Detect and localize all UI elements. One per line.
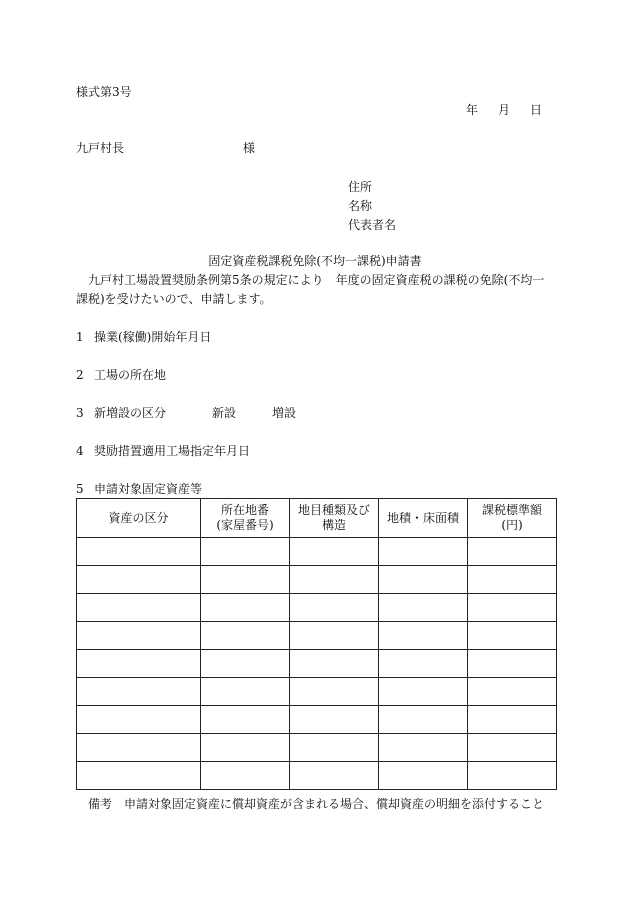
table-cell[interactable]	[290, 706, 379, 734]
table-cell[interactable]	[290, 650, 379, 678]
table-cell[interactable]	[468, 566, 557, 594]
item-label: 工場の所在地	[94, 368, 167, 382]
option-new-construction: 新設	[212, 406, 237, 420]
table-cell[interactable]	[290, 566, 379, 594]
date-day: 日	[530, 103, 543, 117]
item-target-assets	[76, 481, 202, 497]
table-cell[interactable]	[379, 622, 468, 650]
remarks-note: 備考 申請対象固定資産に償却資産が含まれる場合、償却資産の明細を添付すること	[88, 797, 545, 811]
form-number: 様式第3号	[76, 85, 132, 99]
table-cell[interactable]	[201, 622, 290, 650]
table-cell[interactable]	[77, 678, 201, 706]
table-cell[interactable]	[77, 762, 201, 790]
table-cell[interactable]	[379, 678, 468, 706]
date-month: 月	[498, 103, 511, 117]
table-cell[interactable]	[379, 706, 468, 734]
table-row	[77, 538, 557, 566]
header-location-number: 所在地番 (家屋番号)	[201, 499, 290, 538]
table-cell[interactable]	[379, 734, 468, 762]
table-cell[interactable]	[379, 538, 468, 566]
table-cell[interactable]	[201, 678, 290, 706]
item-number: 4	[76, 444, 84, 458]
table-cell[interactable]	[201, 706, 290, 734]
table-cell[interactable]	[201, 566, 290, 594]
item-start-date	[76, 329, 211, 345]
table-cell[interactable]	[290, 678, 379, 706]
table-cell[interactable]	[379, 762, 468, 790]
table-cell[interactable]	[290, 762, 379, 790]
table-cell[interactable]	[77, 594, 201, 622]
addressee-name: 九戸村長	[76, 141, 125, 155]
item-number: 2	[76, 368, 84, 382]
table-row	[77, 622, 557, 650]
table-cell[interactable]	[468, 734, 557, 762]
table-cell[interactable]	[77, 734, 201, 762]
table-cell[interactable]	[468, 594, 557, 622]
table-cell[interactable]	[77, 706, 201, 734]
table-cell[interactable]	[201, 762, 290, 790]
date-line	[466, 102, 542, 118]
document-title: 固定資産税課税免除(不均一課税)申請書	[208, 254, 422, 268]
table-cell[interactable]	[290, 538, 379, 566]
applicant-block	[348, 178, 396, 235]
item-label: 操業(稼働)開始年月日	[94, 330, 212, 344]
table-row	[77, 650, 557, 678]
table-cell[interactable]	[379, 594, 468, 622]
item-number: 1	[76, 330, 84, 344]
header-asset-category: 資産の区分	[77, 499, 201, 538]
option-addition: 増設	[272, 406, 297, 420]
table-cell[interactable]	[77, 622, 201, 650]
assets-table	[76, 498, 557, 790]
table-cell[interactable]	[468, 678, 557, 706]
item-label: 申請対象固定資産等	[94, 482, 203, 496]
table-row	[77, 762, 557, 790]
table-cell[interactable]	[77, 566, 201, 594]
item-designation-date	[76, 443, 250, 459]
item-factory-location	[76, 367, 166, 383]
item-number: 3	[76, 406, 84, 420]
item-label: 奨励措置適用工場指定年月日	[94, 444, 251, 458]
table-cell[interactable]	[379, 566, 468, 594]
table-cell[interactable]	[468, 650, 557, 678]
name-label: 名称	[348, 199, 373, 213]
addressee-honorific: 様	[243, 141, 256, 155]
table-cell[interactable]	[290, 594, 379, 622]
item-number: 5	[76, 482, 84, 496]
table-header-row	[77, 499, 557, 538]
table-cell[interactable]	[290, 734, 379, 762]
table-cell[interactable]	[77, 538, 201, 566]
table-row	[77, 734, 557, 762]
table-cell[interactable]	[77, 650, 201, 678]
table-cell[interactable]	[468, 622, 557, 650]
date-year: 年	[466, 103, 479, 117]
table-cell[interactable]	[290, 622, 379, 650]
document-body: 九戸村工場設置奨励条例第5条の規定により 年度の固定資産税の課税の免除(不均一課税)を受けたいので、申請します。	[76, 273, 545, 306]
table-cell[interactable]	[468, 538, 557, 566]
address-label: 住所	[348, 180, 373, 194]
representative-label: 代表者名	[348, 218, 397, 232]
header-land-type-structure: 地目種類及び 構造	[290, 499, 379, 538]
table-cell[interactable]	[201, 734, 290, 762]
table-row	[77, 706, 557, 734]
item-label: 新増設の区分	[94, 406, 167, 420]
header-area: 地積・床面積	[379, 499, 468, 538]
table-cell[interactable]	[201, 538, 290, 566]
table-cell[interactable]	[468, 762, 557, 790]
table-cell[interactable]	[468, 706, 557, 734]
item-construction-type	[76, 405, 166, 421]
table-cell[interactable]	[379, 650, 468, 678]
table-cell[interactable]	[201, 594, 290, 622]
table-row	[77, 566, 557, 594]
table-row	[77, 678, 557, 706]
table-cell[interactable]	[201, 650, 290, 678]
table-row	[77, 594, 557, 622]
header-tax-base: 課税標準額 (円)	[468, 499, 557, 538]
